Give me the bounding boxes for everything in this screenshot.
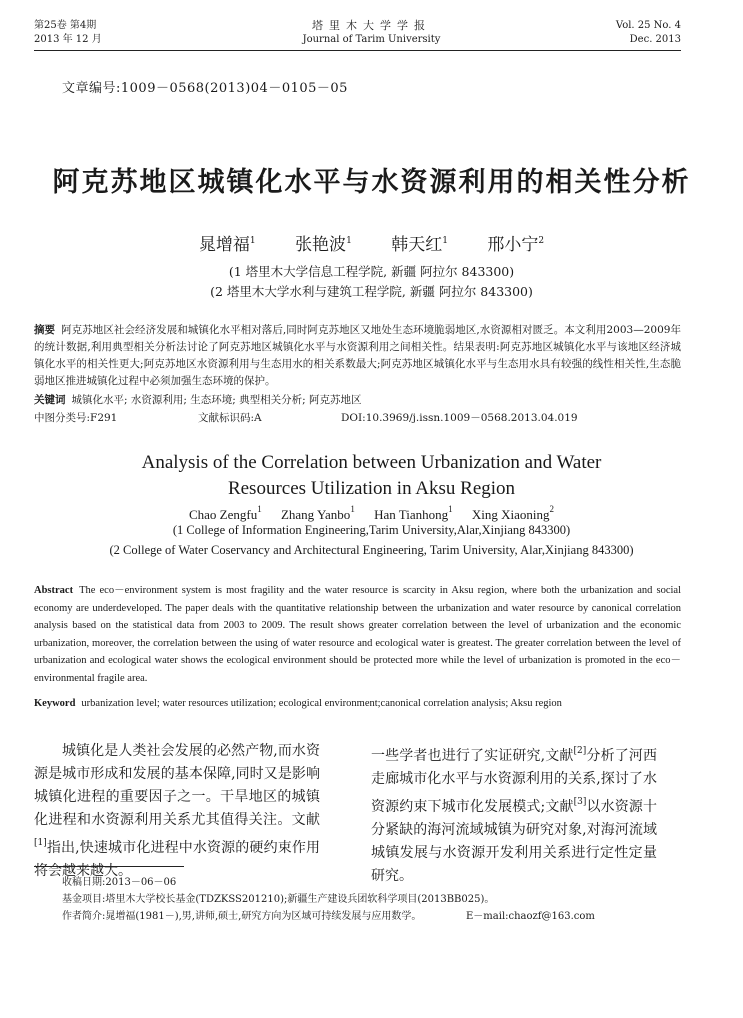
volume-issue-en: Vol. 25 No. 4 [615,20,681,31]
author-en: Han Tianhong$^1$ [374,504,453,522]
affiliation-en-2: (2 College of Water Coservancy and Architectural Engineering, Tarim University, Alar,Xinjiang 843300) [109,543,634,557]
author-en: Zhang Yanbo$^1$ [280,504,355,522]
affiliation-cn-1: (1 塔里木大学信息工程学院, 新疆 阿拉尔 843300) [228,264,515,279]
abstract-en-label: Abstract [34,585,74,596]
author-cn: 韩天红$^1$ [391,235,448,255]
citation-ref[interactable]: [1] [34,838,47,848]
running-header-right [616,19,681,47]
abstract-en [34,582,681,688]
clc-number: 中图分类号:F291 [34,412,118,424]
journal-name-en: Journal of Tarim University [302,34,441,45]
author-cn: 张艳波$^1$ [295,235,352,255]
classification-line [34,410,681,425]
document-code: 文献标识码:A [198,412,262,424]
abstract-cn-text: 阿克苏地区社会经济发展和城镇化水平相对落后,同时阿克苏地区又地处生态环境脆弱地区,水资源相对匮乏。本文利用2003—2009年的统计数据,利用典型相关分析法讨论了阿克苏地区城镇化水平与水资源利用之间相关性。结果表明:阿克苏地区城镇化水平与该地区经济城镇化水平的相关性更大;阿克苏地区水资源利用与生态用水的相关系数最大;阿克苏地区城镇化水平与生态用水具有较强的线性相关性,生态脆弱地区推进城镇化过程中必须加强生态环境的保护。 [34,324,681,387]
abstract-cn-label: 摘要 [34,324,56,336]
affiliation-cn-2: (2 塔里木大学水利与建筑工程学院, 新疆 阿拉尔 843300) [210,284,533,299]
title-en-line-2: Resources Utilization in Aksu Region [227,478,516,499]
keywords-cn-label: 关键词 [34,394,66,406]
keywords-en-label: Keyword [34,698,76,709]
volume-issue-cn: 第25卷 第4期 [34,20,97,31]
authors-en [0,504,743,523]
body-column-left: 城镇化是人类社会发展的必然产物,而水资源是城市形成和发展的基本保障,同时又是影响城镇化进程的重要因子之一。干旱地区的城镇化进程和水资源利用关系尤其值得关注。文献[1]指出,快速城市化进程中水资源的硬约束作用将会越来越大。 [34,743,320,879]
abstract-en-text: The eco－environment system is most fragility and the water resource is scarcity in Aksu region, where both the urbanization and social economy are underdeveloped. The paper deals with the quantitative relationship between the urbanization and water resource by canonical correlation analysis based on the statistical data from 2003 to 2009. The result shows greater correlation between the level of urbanization and the economic urbanization, moreover, the correlation between the using of water resource and ecological water is greatest. The greater correlation between the level of urbanization and ecological water shows the ecological environment should be protected more while the level of urbanization is promoted in the eco－environmental fragile area. [34,585,681,684]
keywords-en [34,698,681,709]
keywords-cn [34,392,681,409]
footnotes [62,874,681,925]
keywords-cn-text: 城镇化水平; 水资源利用; 生态环境; 典型相关分析; 阿克苏地区 [71,394,362,406]
article-number: 文章编号:1009－0568(2013)04－0105－05 [62,81,348,96]
author-email[interactable]: E－mail:chaozf@163.com [466,911,595,922]
author-cn: 晁增福$^1$ [198,235,256,255]
fund-info: 基金项目:塔里木大学校长基金(TDZKSS201210);新疆生产建设兵团软科学项目(2013BB025)。 [62,894,495,905]
journal-name-cn: 塔里木大学学报 [312,19,431,32]
keywords-en-text: urbanization level; water resources utilization; ecological environment;canonical correlation analysis; Aksu region [81,698,562,709]
date-cn: 2013 年 12 月 [34,34,102,45]
author-cn: 邢小宁$^2$ [487,235,545,255]
date-en: Dec. 2013 [629,34,681,45]
received-date: 收稿日期:2013－06－06 [62,877,177,888]
citation-ref[interactable]: [2] [573,746,587,756]
title-en-line-1: Analysis of the Correlation between Urbanization and Water [141,452,602,473]
footnote-rule [34,866,184,867]
affiliation-en-1: (1 College of Information Engineering,Tarim University,Alar,Xinjiang 843300) [172,523,571,537]
author-bio: 作者简介:晁增福(1981－),男,讲师,硕士,研究方向为区域可持续发展与应用数学。 [62,911,422,922]
abstract-cn [34,322,681,390]
author-en: Chao Zengfu$^1$ [188,504,262,522]
doi: DOI:10.3969/j.issn.1009－0568.2013.04.019 [341,412,578,424]
header-rule [34,50,681,51]
author-en: Xing Xiaoning$^2$ [471,504,554,522]
author-bio-line [62,908,681,925]
body-column-right: 一些学者也进行了实证研究,文献[2]分析了河西走廊城市化水平与水资源利用的关系,探讨了水资源约束下城市化发展模式;文献[3]以水资源十分紧缺的海河流域城镇为研究对象,对海河流域城镇发展与水资源开发利用关系进行定性定量研究。 [371,746,658,884]
authors-cn [0,230,743,255]
citation-ref[interactable]: [3] [573,797,587,807]
title-cn: 阿克苏地区城镇化水平与水资源利用的相关性分析 [52,167,691,198]
